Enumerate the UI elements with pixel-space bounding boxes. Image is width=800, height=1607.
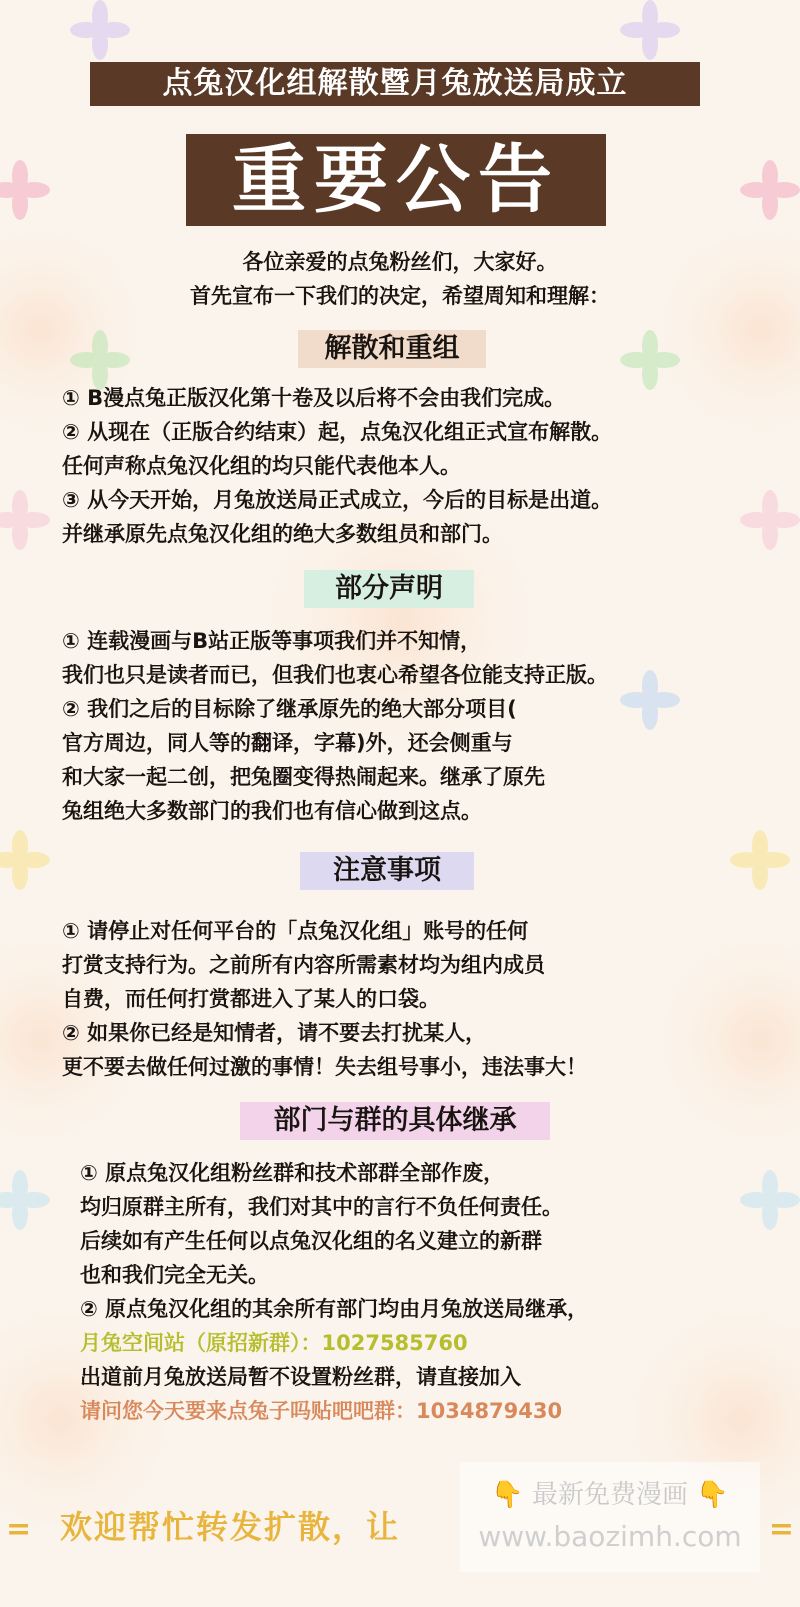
list-item: 更不要去做任何过激的事情！失去组号事小，违法事大！ <box>62 1055 587 1079</box>
list-item: 出道前月兔放送局暂不设置粉丝群，请直接加入 <box>80 1365 521 1389</box>
intro-line-2: 首先宣布一下我们的决定，希望周知和理解： <box>190 284 610 308</box>
list-item: 后续如有产生任何以点兔汉化组的名义建立的新群 <box>80 1229 542 1253</box>
section-title-disband: 解散和重组 <box>298 330 486 368</box>
section-body-notes <box>62 914 587 1084</box>
footer-deco-right: = <box>768 1512 794 1547</box>
watermark-title <box>480 1474 740 1511</box>
section-body-inheritance <box>80 1156 588 1428</box>
list-item: 也和我们完全无关。 <box>80 1263 269 1287</box>
list-item: ② 原点兔汉化组的其余所有部门均由月兔放送局继承， <box>80 1297 589 1321</box>
page-title: 重要公告 <box>186 134 606 226</box>
announcement-banner: 点兔汉化组解散暨月兔放送局成立 <box>90 62 700 106</box>
section-title-inheritance: 部门与群的具体继承 <box>240 1102 550 1140</box>
pointing-down-hand-icon: 👇 <box>696 1480 729 1510</box>
list-item: 并继承原先点兔汉化组的绝大多数组员和部门。 <box>62 522 503 546</box>
section-body-disband <box>62 381 612 551</box>
qq-group-tieba: 请问您今天要来点兔子吗贴吧吧群：1034879430 <box>80 1399 563 1423</box>
watermark-title-text: 最新免费漫画 <box>531 1480 688 1510</box>
footer-text: 欢迎帮忙转发扩散，让 <box>60 1508 401 1546</box>
qq-group-space-station: 月兔空间站（原招新群）：1027585760 <box>80 1331 468 1355</box>
site-watermark <box>460 1462 760 1572</box>
list-item: 官方周边，同人等的翻译，字幕)外，还会侧重与 <box>62 731 513 755</box>
list-item: ① B漫点兔正版汉化第十卷及以后将不会由我们完成。 <box>62 386 566 410</box>
list-item: ① 连载漫画与B站正版等事项我们并不知情， <box>62 629 482 653</box>
list-item: ② 如果你已经是知情者，请不要去打扰某人， <box>62 1021 487 1045</box>
section-body-statement <box>62 624 608 828</box>
list-item: 自费，而任何打赏都进入了某人的口袋。 <box>62 987 440 1011</box>
intro-line-1: 各位亲爱的点兔粉丝们，大家好。 <box>242 250 558 274</box>
section-title-notes: 注意事项 <box>300 852 474 890</box>
list-item: ③ 从今天开始，月兔放送局正式成立，今后的目标是出道。 <box>62 488 613 512</box>
list-item: ② 我们之后的目标除了继承原先的绝大部分项目( <box>62 697 517 721</box>
list-item: 打赏支持行为。之前所有内容所需素材均为组内成员 <box>62 953 545 977</box>
list-item: 均归原群主所有，我们对其中的言行不负任何责任。 <box>80 1195 563 1219</box>
list-item: ② 从现在（正版合约结束）起，点兔汉化组正式宣布解散。 <box>62 420 613 444</box>
list-item: ① 请停止对任何平台的「点兔汉化组」账号的任何 <box>62 919 529 943</box>
list-item: 和大家一起二创，把兔圈变得热闹起来。继承了原先 <box>62 765 545 789</box>
watermark-url: www.baozimh.com <box>478 1520 742 1553</box>
list-item: 兔组绝大多数部门的我们也有信心做到这点。 <box>62 799 482 823</box>
list-item: ① 原点兔汉化组粉丝群和技术部群全部作废， <box>80 1161 505 1185</box>
list-item: 我们也只是读者而已，但我们也衷心希望各位能支持正版。 <box>62 663 608 687</box>
section-title-statement: 部分声明 <box>304 570 474 608</box>
footer-deco-left: = <box>6 1512 32 1547</box>
list-item: 任何声称点兔汉化组的均只能代表他本人。 <box>62 454 461 478</box>
pointing-down-hand-icon: 👇 <box>491 1480 524 1510</box>
